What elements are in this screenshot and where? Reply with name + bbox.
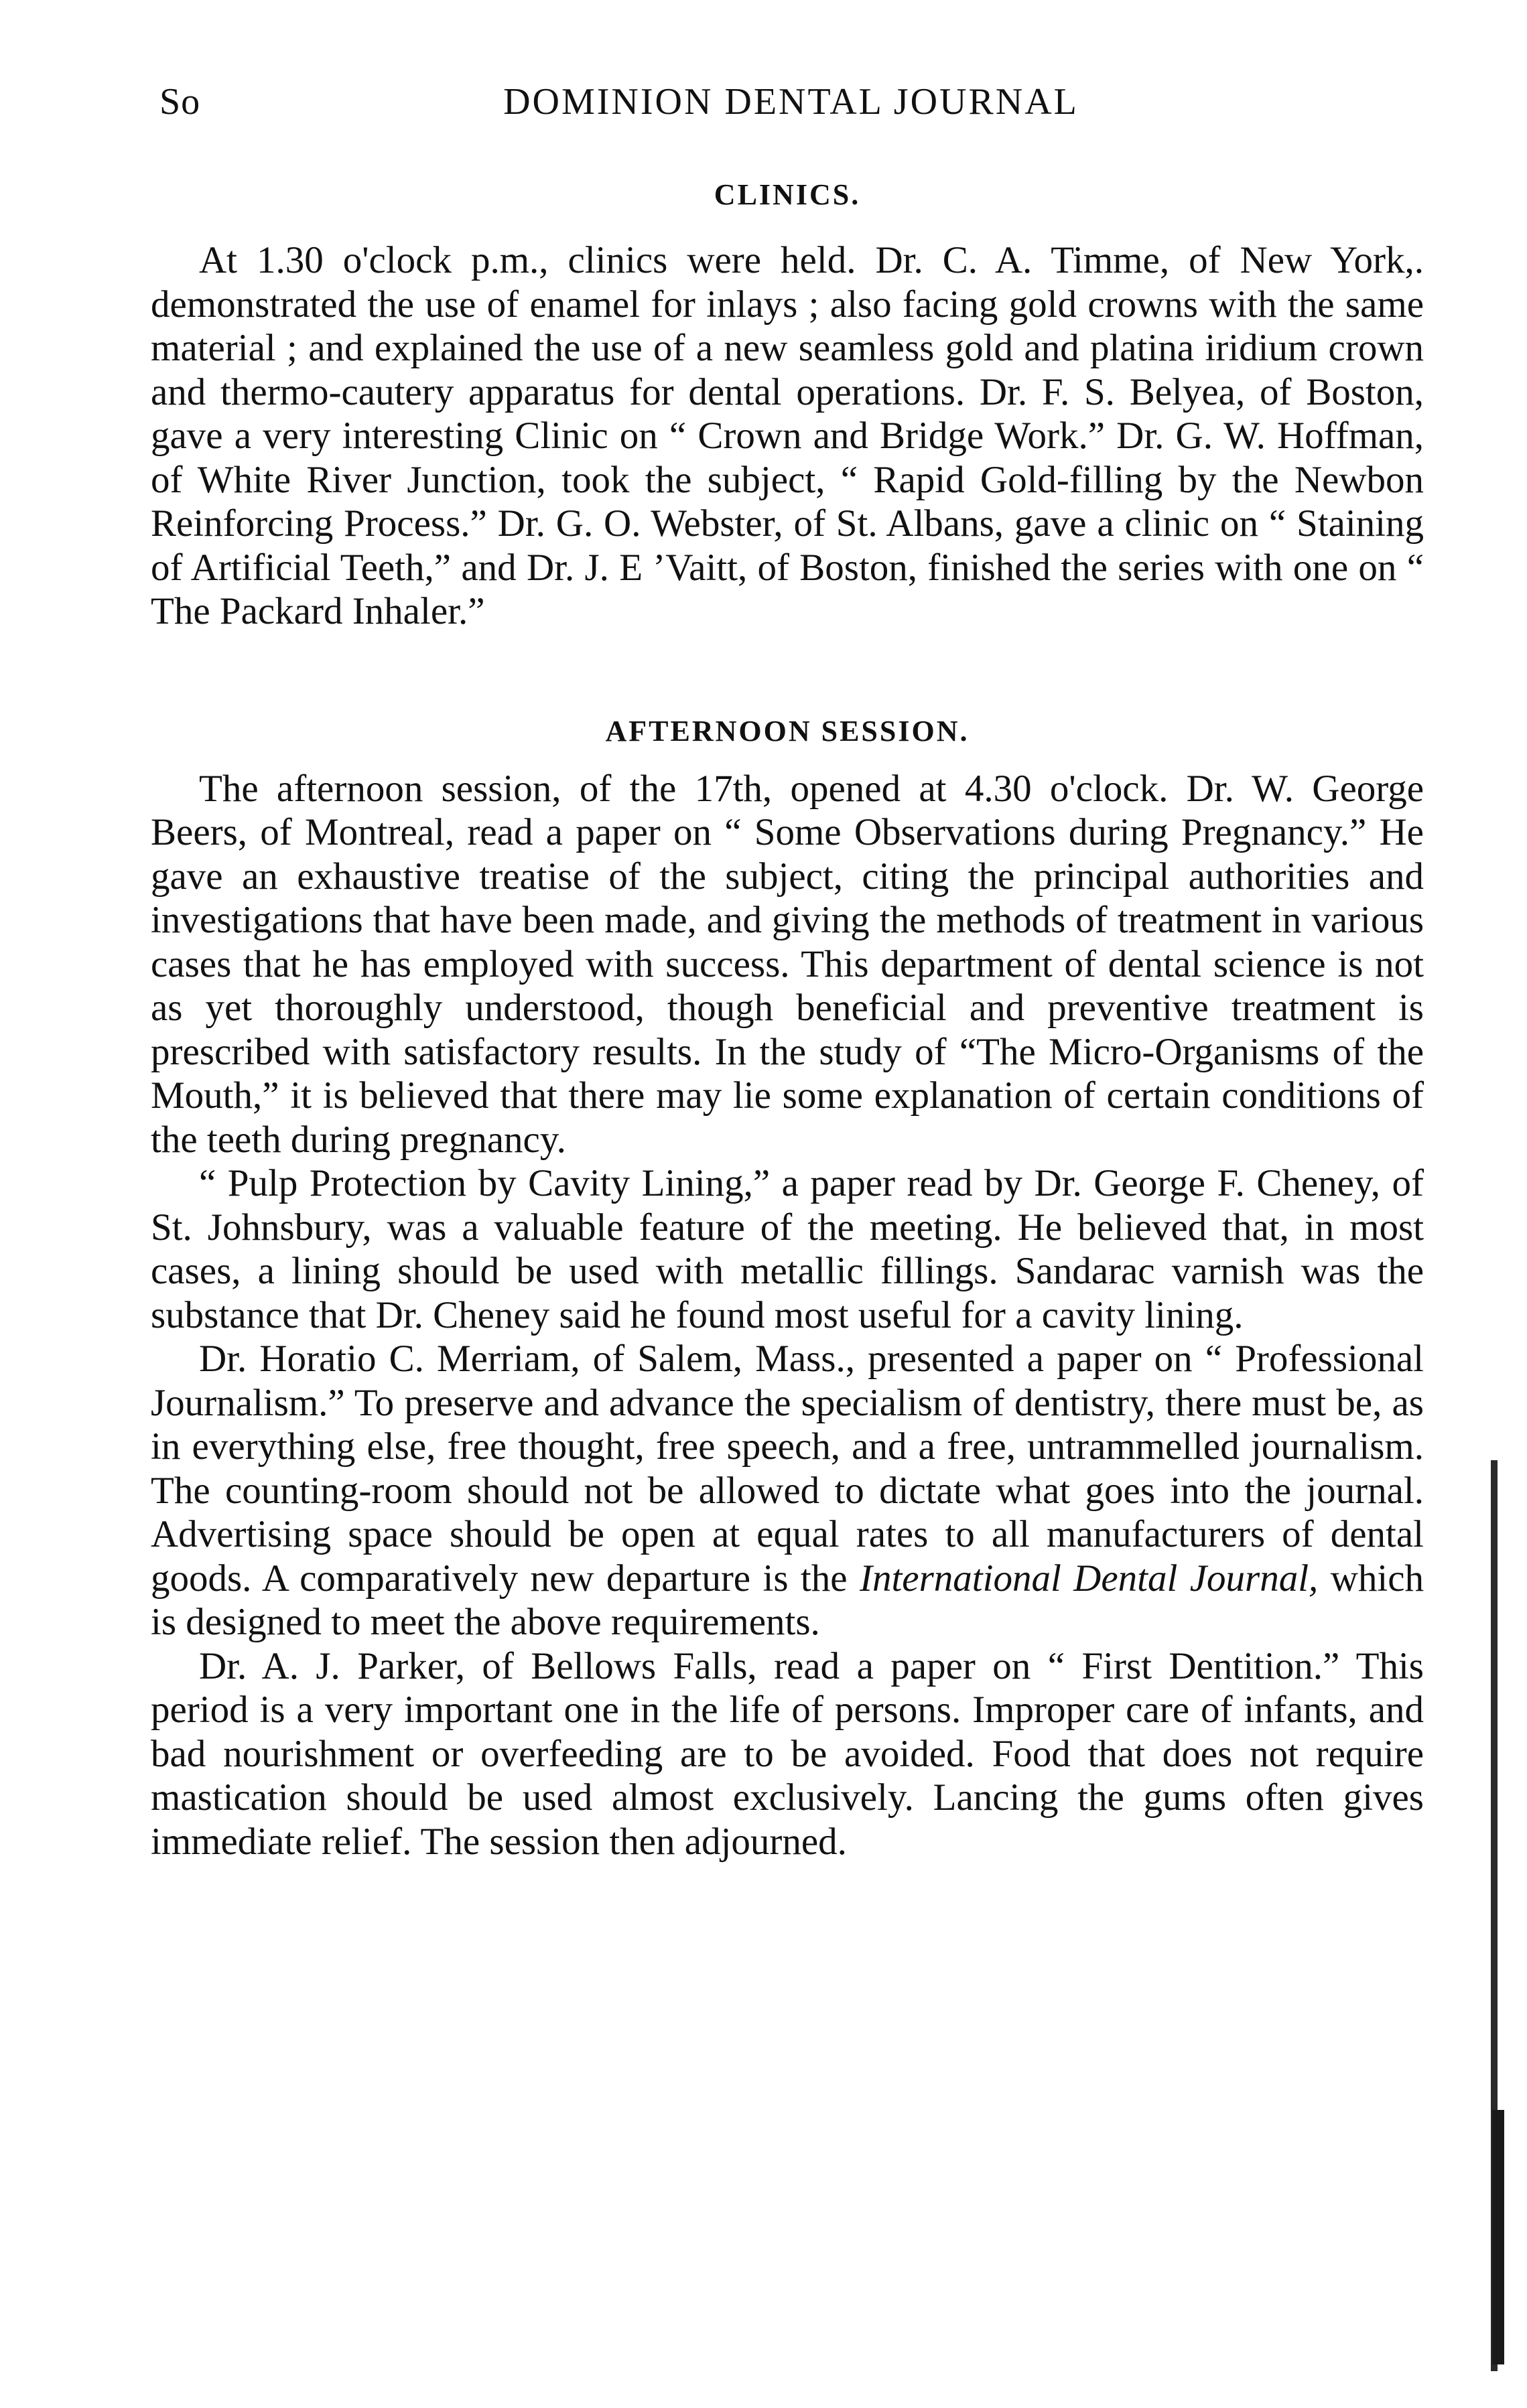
cheney-pulp-protection-paragraph: “ Pulp Protection by Cavity Lining,” a paper read by Dr. George F. Cheney, of St. Johnsbury, was a valuable feature of the meeting. He believed that, in most cases, a lining should be used with metallic fillings. Sandarac varnish was the substance that Dr. Cheney said he found most useful for a cavity lining. xyxy=(151,1162,1424,1336)
beers-pregnancy-paragraph: The afternoon session, of the 17th, opened at 4.30 o'clock. Dr. W. George Beers, of Montreal, read a paper on “ Some Observations during Pregnancy.” He gave an exhaustive treatise of the subject, citing the principal authorities and investigations that have been made, and giving the methods of treatment in various cases that he has employed with success. This department of dental science is not as yet thoroughly understood, though beneficial and preventive treatment is prescribed with satisfactory results. In the study of “The Micro-Organisms of the Mouth,” it is believed that there may lie some explanation of certain conditions of the teeth during pregnancy. xyxy=(151,767,1424,1161)
page-number: So xyxy=(159,81,201,123)
parker-dentition-paragraph: Dr. A. J. Parker, of Bellows Falls, read a paper on “ First Dentition.” This period is a very important one in the life of persons. Improper care of infants, and bad nourishment or overfeeding are to be avoided. Food that does not require mastication should be used almost exclusively. Lancing the gums often gives immediate relief. The session then adjourned. xyxy=(151,1644,1424,1863)
afternoon-session-heading: AFTERNOON SESSION. xyxy=(605,714,970,748)
article-body xyxy=(151,178,1424,1863)
clinics-paragraph: At 1.30 o'clock p.m., clinics were held. Dr. C. A. Timme, of New York,. demonstrated the use of enamel for inlays ; also facing gold crowns with the same material ; and explained the use of a new seamless gold and platina iridium crown and thermo-cautery apparatus for dental operations. Dr. F. S. Belyea, of Boston, gave a very interesting Clinic on “ Crown and Bridge Work.” Dr. G. W. Hoffman, of White River Junction, took the subject, “ Rapid Gold-filling by the Newbon Reinforcing Process.” Dr. G. O. Webster, of St. Albans, gave a clinic on “ Staining of Artificial Teeth,” and Dr. J. E ’Vaitt, of Boston, finished the series with one on “ The Packard Inhaler.” xyxy=(151,239,1424,632)
merriam-text-start: Dr. Horatio C. Merriam, of Salem, Mass., presented a paper on “ Professional Journalism.” To preserve and advance the specialism of dentistry, there must be, as in everything else, free thought, free speech, and a free, untrammelled journalism. The counting-room should not be allowed to dictate what goes into the journal. Advertising space should be open at equal rates to all manufacturers of dental goods. A comparatively new departure is the xyxy=(151,1338,1424,1600)
running-head xyxy=(159,80,1422,141)
merriam-text-end: which is designed to meet the above requirements. xyxy=(151,1557,1424,1643)
clinics-heading: CLIΝICS. xyxy=(714,178,861,211)
journal-title: DOMINION DENTAL JOURNAL xyxy=(503,81,1079,123)
journal-title-italic: International Dental Journal, xyxy=(859,1557,1319,1600)
merriam-journalism-paragraph xyxy=(151,1337,1424,1644)
scan-edge-shadow-lower xyxy=(1492,2110,1504,2364)
